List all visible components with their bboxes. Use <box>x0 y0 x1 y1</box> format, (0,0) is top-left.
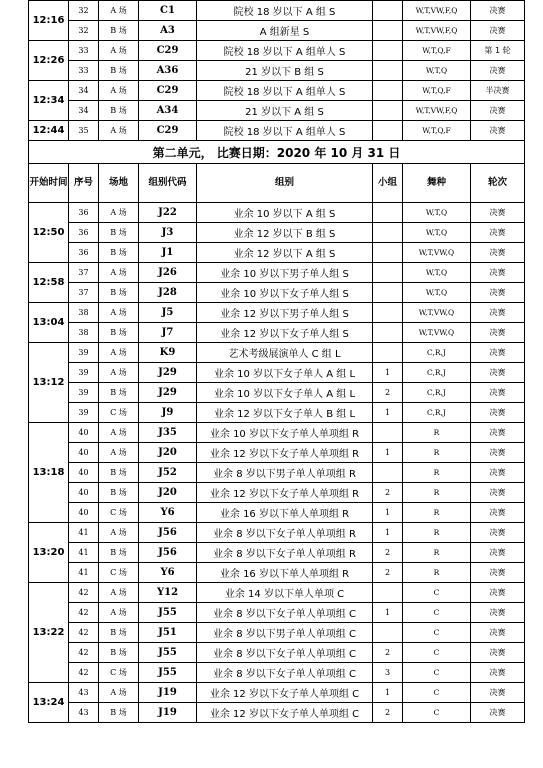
seq-cell: 36 <box>69 203 99 223</box>
venue-cell: B 场 <box>99 703 139 723</box>
table-row <box>29 101 525 121</box>
subgroup-cell <box>373 223 403 243</box>
round-cell: 决赛 <box>471 203 525 223</box>
table-row <box>29 443 525 463</box>
round-cell: 决赛 <box>471 101 525 121</box>
subgroup-cell <box>373 243 403 263</box>
group-name-cell: 业余 12 岁以下女子单人单项组 C <box>197 683 373 703</box>
table-row <box>29 503 525 523</box>
subgroup-cell <box>373 463 403 483</box>
venue-cell: A 场 <box>99 203 139 223</box>
group-name-cell: 业余 12 岁以下女子单人组 S <box>197 323 373 343</box>
start-time-cell: 12:50 <box>29 203 69 263</box>
schedule-table <box>28 0 525 723</box>
group-code-cell: C1 <box>139 1 197 21</box>
dance-cell: C,R,J <box>403 343 471 363</box>
start-time-cell: 12:44 <box>29 121 69 141</box>
subgroup-cell <box>373 323 403 343</box>
table-row <box>29 363 525 383</box>
table-row <box>29 1 525 21</box>
table-row <box>29 483 525 503</box>
round-cell: 决赛 <box>471 283 525 303</box>
seq-cell: 41 <box>69 563 99 583</box>
group-code-cell: J7 <box>139 323 197 343</box>
venue-cell: A 场 <box>99 41 139 61</box>
group-code-cell: J56 <box>139 543 197 563</box>
subgroup-cell <box>373 1 403 21</box>
round-cell: 决赛 <box>471 623 525 643</box>
seq-cell: 32 <box>69 21 99 41</box>
section-banner: 第二单元， 比赛日期：2020 年 10 月 31 日 <box>29 141 525 164</box>
round-cell: 决赛 <box>471 323 525 343</box>
venue-cell: A 场 <box>99 363 139 383</box>
group-code-cell: C29 <box>139 81 197 101</box>
round-cell: 决赛 <box>471 423 525 443</box>
venue-cell: C 场 <box>99 403 139 423</box>
round-cell: 决赛 <box>471 343 525 363</box>
round-cell: 决赛 <box>471 523 525 543</box>
table-row <box>29 663 525 683</box>
dance-cell: C <box>403 643 471 663</box>
table-row <box>29 603 525 623</box>
venue-cell: A 场 <box>99 443 139 463</box>
dance-cell: C <box>403 663 471 683</box>
dance-cell: C <box>403 583 471 603</box>
start-time-cell: 13:20 <box>29 523 69 583</box>
round-cell: 决赛 <box>471 483 525 503</box>
table-row <box>29 323 525 343</box>
round-cell: 决赛 <box>471 263 525 283</box>
venue-cell: B 场 <box>99 643 139 663</box>
table-row <box>29 243 525 263</box>
seq-cell: 34 <box>69 101 99 121</box>
group-code-cell: Y12 <box>139 583 197 603</box>
group-name-cell: 业余 10 岁以下女子单人单项组 R <box>197 423 373 443</box>
round-cell: 决赛 <box>471 603 525 623</box>
seq-cell: 33 <box>69 61 99 81</box>
dance-cell: W,T,VW,F,Q <box>403 1 471 21</box>
round-cell: 决赛 <box>471 121 525 141</box>
start-time-cell: 13:24 <box>29 683 69 723</box>
round-cell: 决赛 <box>471 643 525 663</box>
header-time: 开始时间 <box>29 164 69 203</box>
table-row <box>29 203 525 223</box>
group-code-cell: J29 <box>139 363 197 383</box>
subgroup-cell <box>373 61 403 81</box>
round-cell: 半决赛 <box>471 81 525 101</box>
round-cell: 决赛 <box>471 403 525 423</box>
dance-cell: R <box>403 543 471 563</box>
group-code-cell: J3 <box>139 223 197 243</box>
table-row <box>29 61 525 81</box>
round-cell: 决赛 <box>471 583 525 603</box>
round-cell: 决赛 <box>471 383 525 403</box>
subgroup-cell: 2 <box>373 563 403 583</box>
group-name-cell: 业余 12 岁以下 A 组 S <box>197 243 373 263</box>
subgroup-cell <box>373 623 403 643</box>
venue-cell: B 场 <box>99 21 139 41</box>
group-code-cell: J51 <box>139 623 197 643</box>
group-code-cell: C29 <box>139 121 197 141</box>
group-code-cell: Y6 <box>139 563 197 583</box>
table-row <box>29 263 525 283</box>
seq-cell: 42 <box>69 583 99 603</box>
subgroup-cell: 2 <box>373 383 403 403</box>
group-code-cell: J26 <box>139 263 197 283</box>
group-name-cell: 业余 8 岁以下男子单人单项组 R <box>197 463 373 483</box>
group-name-cell: 业余 12 岁以下女子单人单项组 C <box>197 703 373 723</box>
dance-cell: C <box>403 703 471 723</box>
schedule-section-2 <box>29 203 525 723</box>
group-code-cell: A3 <box>139 21 197 41</box>
group-name-cell: 业余 8 岁以下男子单人单项组 C <box>197 623 373 643</box>
group-code-cell: J55 <box>139 643 197 663</box>
group-name-cell: 院校 18 岁以下 A 组单人 S <box>197 41 373 61</box>
group-code-cell: J55 <box>139 603 197 623</box>
round-cell: 决赛 <box>471 503 525 523</box>
table-row <box>29 523 525 543</box>
venue-cell: B 场 <box>99 463 139 483</box>
group-code-cell: J29 <box>139 383 197 403</box>
dance-cell: W,T,Q <box>403 263 471 283</box>
table-row <box>29 303 525 323</box>
group-name-cell: 业余 10 岁以下女子单人组 S <box>197 283 373 303</box>
group-code-cell: J22 <box>139 203 197 223</box>
table-row <box>29 563 525 583</box>
venue-cell: A 场 <box>99 81 139 101</box>
round-cell: 第 1 轮 <box>471 41 525 61</box>
header-seq: 序号 <box>69 164 99 203</box>
venue-cell: B 场 <box>99 543 139 563</box>
dance-cell: W,T,Q <box>403 223 471 243</box>
round-cell: 决赛 <box>471 703 525 723</box>
schedule-section-1 <box>29 1 525 141</box>
group-name-cell: 业余 12 岁以下女子单人单项组 R <box>197 483 373 503</box>
group-name-cell: 业余 10 岁以下 A 组 S <box>197 203 373 223</box>
group-name-cell: 业余 8 岁以下女子单人单项组 R <box>197 543 373 563</box>
subgroup-cell: 1 <box>373 363 403 383</box>
seq-cell: 40 <box>69 443 99 463</box>
round-cell: 决赛 <box>471 683 525 703</box>
seq-cell: 38 <box>69 323 99 343</box>
venue-cell: B 场 <box>99 323 139 343</box>
group-name-cell: 21 岁以下 B 组 S <box>197 61 373 81</box>
venue-cell: A 场 <box>99 523 139 543</box>
dance-cell: C,R,J <box>403 383 471 403</box>
group-name-cell: 业余 16 岁以下单人单项组 R <box>197 563 373 583</box>
venue-cell: A 场 <box>99 121 139 141</box>
dance-cell: W,T,Q <box>403 61 471 81</box>
venue-cell: A 场 <box>99 303 139 323</box>
group-code-cell: J35 <box>139 423 197 443</box>
venue-cell: B 场 <box>99 383 139 403</box>
start-time-cell: 12:26 <box>29 41 69 81</box>
group-code-cell: J9 <box>139 403 197 423</box>
seq-cell: 39 <box>69 363 99 383</box>
round-cell: 决赛 <box>471 563 525 583</box>
group-code-cell: J19 <box>139 703 197 723</box>
seq-cell: 43 <box>69 703 99 723</box>
round-cell: 决赛 <box>471 303 525 323</box>
dance-cell: C,R,J <box>403 363 471 383</box>
start-time-cell: 12:58 <box>29 263 69 303</box>
round-cell: 决赛 <box>471 21 525 41</box>
group-code-cell: J28 <box>139 283 197 303</box>
dance-cell: W,T,Q,F <box>403 121 471 141</box>
table-row <box>29 343 525 363</box>
start-time-cell: 12:16 <box>29 1 69 41</box>
dance-cell: C,R,J <box>403 403 471 423</box>
seq-cell: 34 <box>69 81 99 101</box>
round-cell: 决赛 <box>471 223 525 243</box>
dance-cell: W,T,VW,F,Q <box>403 101 471 121</box>
start-time-cell: 13:22 <box>29 583 69 683</box>
header-venue: 场地 <box>99 164 139 203</box>
group-name-cell: 业余 14 岁以下单人单项 C <box>197 583 373 603</box>
table-row <box>29 403 525 423</box>
group-name-cell: 业余 12 岁以下男子单人组 S <box>197 303 373 323</box>
group-code-cell: C29 <box>139 41 197 61</box>
group-code-cell: Y6 <box>139 503 197 523</box>
start-time-cell: 13:12 <box>29 343 69 423</box>
dance-cell: W,T,VW,Q <box>403 303 471 323</box>
round-cell: 决赛 <box>471 663 525 683</box>
group-code-cell: J1 <box>139 243 197 263</box>
seq-cell: 39 <box>69 383 99 403</box>
table-row <box>29 21 525 41</box>
group-name-cell: 业余 16 岁以下单人单项组 R <box>197 503 373 523</box>
table-row <box>29 81 525 101</box>
group-code-cell: A36 <box>139 61 197 81</box>
round-cell: 决赛 <box>471 363 525 383</box>
table-row <box>29 623 525 643</box>
subgroup-cell: 2 <box>373 643 403 663</box>
subgroup-cell <box>373 41 403 61</box>
venue-cell: A 场 <box>99 583 139 603</box>
dance-cell: R <box>403 503 471 523</box>
round-cell: 决赛 <box>471 443 525 463</box>
venue-cell: B 场 <box>99 243 139 263</box>
seq-cell: 39 <box>69 343 99 363</box>
venue-cell: B 场 <box>99 101 139 121</box>
seq-cell: 42 <box>69 623 99 643</box>
header-group: 组别 <box>197 164 373 203</box>
venue-cell: B 场 <box>99 283 139 303</box>
group-code-cell: J52 <box>139 463 197 483</box>
subgroup-cell: 3 <box>373 663 403 683</box>
group-name-cell: 院校 18 岁以下 A 组单人 S <box>197 121 373 141</box>
venue-cell: B 场 <box>99 483 139 503</box>
seq-cell: 35 <box>69 121 99 141</box>
subgroup-cell <box>373 423 403 443</box>
venue-cell: B 场 <box>99 61 139 81</box>
venue-cell: A 场 <box>99 603 139 623</box>
group-name-cell: 业余 12 岁以下女子单人单项组 R <box>197 443 373 463</box>
section-banner-row <box>29 141 525 164</box>
seq-cell: 40 <box>69 423 99 443</box>
subgroup-cell <box>373 121 403 141</box>
seq-cell: 32 <box>69 1 99 21</box>
group-code-cell: J19 <box>139 683 197 703</box>
seq-cell: 43 <box>69 683 99 703</box>
seq-cell: 39 <box>69 403 99 423</box>
group-name-cell: 艺术考级展演单人 C 组 L <box>197 343 373 363</box>
round-cell: 决赛 <box>471 243 525 263</box>
dance-cell: W,T,VW,Q <box>403 243 471 263</box>
venue-cell: C 场 <box>99 563 139 583</box>
start-time-cell: 12:34 <box>29 81 69 121</box>
dance-cell: R <box>403 483 471 503</box>
subgroup-cell <box>373 303 403 323</box>
seq-cell: 42 <box>69 603 99 623</box>
dance-cell: C <box>403 623 471 643</box>
seq-cell: 41 <box>69 543 99 563</box>
dance-cell: R <box>403 423 471 443</box>
round-cell: 决赛 <box>471 463 525 483</box>
group-code-cell: J56 <box>139 523 197 543</box>
group-name-cell: 业余 8 岁以下女子单人单项组 C <box>197 663 373 683</box>
seq-cell: 40 <box>69 463 99 483</box>
venue-cell: A 场 <box>99 423 139 443</box>
header-dance: 舞种 <box>403 164 471 203</box>
start-time-cell: 13:18 <box>29 423 69 523</box>
table-row <box>29 643 525 663</box>
seq-cell: 36 <box>69 223 99 243</box>
dance-cell: W,T,Q,F <box>403 81 471 101</box>
seq-cell: 36 <box>69 243 99 263</box>
dance-cell: R <box>403 563 471 583</box>
subgroup-cell <box>373 81 403 101</box>
venue-cell: B 场 <box>99 223 139 243</box>
round-cell: 决赛 <box>471 543 525 563</box>
table-row <box>29 41 525 61</box>
dance-cell: R <box>403 523 471 543</box>
table-row <box>29 703 525 723</box>
subgroup-cell: 2 <box>373 483 403 503</box>
group-code-cell: J5 <box>139 303 197 323</box>
dance-cell: R <box>403 463 471 483</box>
seq-cell: 38 <box>69 303 99 323</box>
venue-cell: A 场 <box>99 683 139 703</box>
round-cell: 决赛 <box>471 1 525 21</box>
dance-cell: W,T,Q <box>403 203 471 223</box>
table-row <box>29 223 525 243</box>
subgroup-cell: 1 <box>373 443 403 463</box>
subgroup-cell: 2 <box>373 703 403 723</box>
seq-cell: 42 <box>69 643 99 663</box>
group-code-cell: J55 <box>139 663 197 683</box>
dance-cell: W,T,Q <box>403 283 471 303</box>
table-row <box>29 383 525 403</box>
subgroup-cell <box>373 263 403 283</box>
header-subgroup: 小组 <box>373 164 403 203</box>
dance-cell: W,T,Q,F <box>403 41 471 61</box>
group-name-cell: 业余 10 岁以下女子单人 A 组 L <box>197 363 373 383</box>
table-row <box>29 283 525 303</box>
round-cell: 决赛 <box>471 61 525 81</box>
subgroup-cell <box>373 203 403 223</box>
table-row <box>29 583 525 603</box>
group-code-cell: J20 <box>139 483 197 503</box>
schedule-section-2-header <box>29 141 525 203</box>
subgroup-cell: 2 <box>373 543 403 563</box>
group-name-cell: 业余 12 岁以下女子单人 B 组 L <box>197 403 373 423</box>
dance-cell: W,T,VW,F,Q <box>403 21 471 41</box>
table-row <box>29 121 525 141</box>
seq-cell: 40 <box>69 483 99 503</box>
group-code-cell: K9 <box>139 343 197 363</box>
subgroup-cell: 1 <box>373 523 403 543</box>
dance-cell: C <box>403 603 471 623</box>
table-row <box>29 423 525 443</box>
table-row <box>29 683 525 703</box>
group-name-cell: 业余 12 岁以下 B 组 S <box>197 223 373 243</box>
group-name-cell: 院校 18 岁以下 A 组 S <box>197 1 373 21</box>
seq-cell: 40 <box>69 503 99 523</box>
group-name-cell: 业余 8 岁以下女子单人单项组 C <box>197 603 373 623</box>
seq-cell: 41 <box>69 523 99 543</box>
venue-cell: A 场 <box>99 263 139 283</box>
subgroup-cell: 1 <box>373 603 403 623</box>
seq-cell: 33 <box>69 41 99 61</box>
venue-cell: C 场 <box>99 503 139 523</box>
group-name-cell: A 组新星 S <box>197 21 373 41</box>
group-name-cell: 业余 8 岁以下女子单人单项组 C <box>197 643 373 663</box>
venue-cell: A 场 <box>99 1 139 21</box>
subgroup-cell <box>373 343 403 363</box>
dance-cell: C <box>403 683 471 703</box>
subgroup-cell: 1 <box>373 683 403 703</box>
subgroup-cell <box>373 583 403 603</box>
subgroup-cell: 1 <box>373 503 403 523</box>
group-code-cell: A34 <box>139 101 197 121</box>
seq-cell: 42 <box>69 663 99 683</box>
group-name-cell: 业余 10 岁以下女子单人 A 组 L <box>197 383 373 403</box>
venue-cell: B 场 <box>99 623 139 643</box>
group-name-cell: 院校 18 岁以下 A 组单人 S <box>197 81 373 101</box>
subgroup-cell <box>373 101 403 121</box>
group-name-cell: 21 岁以下 A 组 S <box>197 101 373 121</box>
subgroup-cell <box>373 21 403 41</box>
dance-cell: W,T,VW,Q <box>403 323 471 343</box>
column-header-row <box>29 164 525 203</box>
group-name-cell: 业余 8 岁以下女子单人单项组 R <box>197 523 373 543</box>
subgroup-cell <box>373 283 403 303</box>
table-row <box>29 463 525 483</box>
header-code: 组别代码 <box>139 164 197 203</box>
start-time-cell: 13:04 <box>29 303 69 343</box>
dance-cell: R <box>403 443 471 463</box>
subgroup-cell: 1 <box>373 403 403 423</box>
group-code-cell: J20 <box>139 443 197 463</box>
table-row <box>29 543 525 563</box>
seq-cell: 37 <box>69 263 99 283</box>
venue-cell: C 场 <box>99 663 139 683</box>
seq-cell: 37 <box>69 283 99 303</box>
venue-cell: A 场 <box>99 343 139 363</box>
header-round: 轮次 <box>471 164 525 203</box>
group-name-cell: 业余 10 岁以下男子单人组 S <box>197 263 373 283</box>
